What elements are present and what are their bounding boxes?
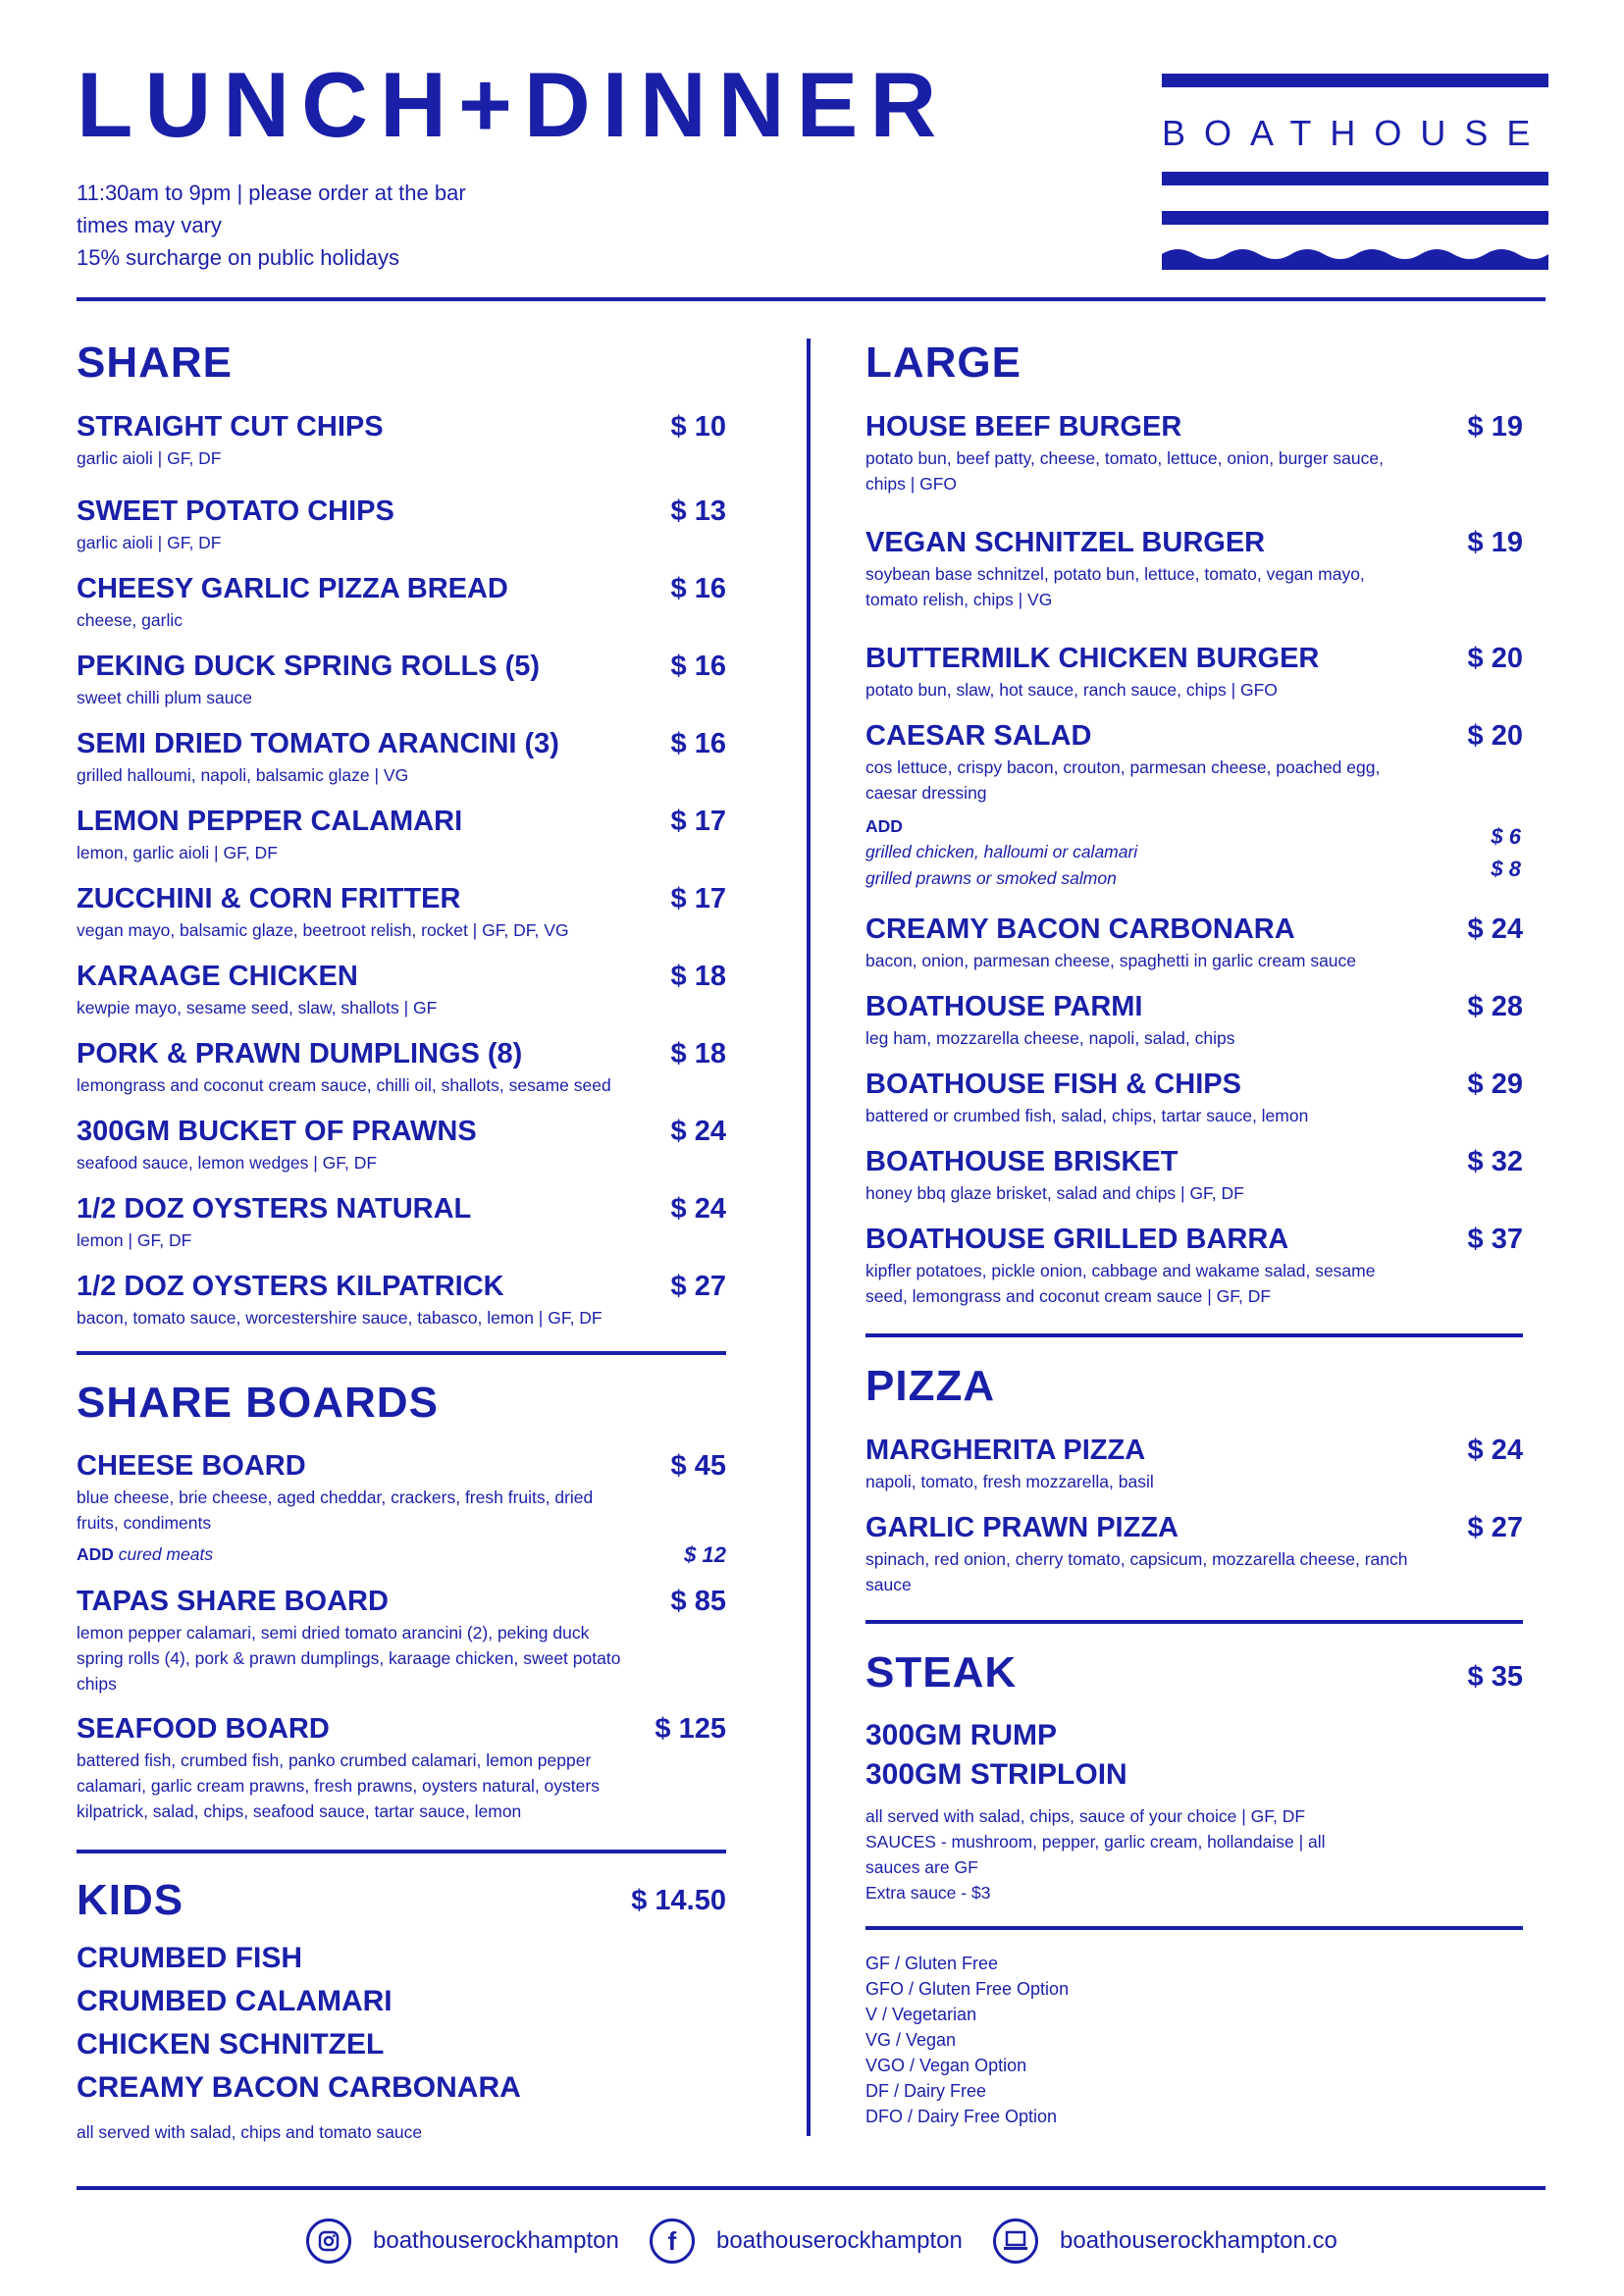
item-price: $ 20 xyxy=(1467,643,1523,674)
item-price: $ 85 xyxy=(670,1586,726,1617)
item-name: STRAIGHT CUT CHIPS xyxy=(77,411,384,443)
kids-item: CREAMY BACON CARBONARA xyxy=(77,2071,521,2104)
cheese-add-row xyxy=(77,1544,213,1565)
section-title-pizza: PIZZA xyxy=(865,1362,996,1410)
boards-divider xyxy=(77,1850,726,1853)
item-price: $ 28 xyxy=(1467,991,1523,1022)
item-name: 300GM BUCKET OF PRAWNS xyxy=(77,1116,477,1147)
menu-item xyxy=(865,1145,1395,1206)
share-divider xyxy=(77,1351,726,1355)
header-divider xyxy=(77,297,1545,301)
item-description: vegan mayo, balsamic glaze, beetroot relish, rocket | GF, DF, VG xyxy=(77,920,569,940)
menu-item xyxy=(77,960,665,1020)
times-line: times may vary xyxy=(77,213,222,237)
item-description: cheese, garlic xyxy=(77,610,183,630)
item-name: CHEESY GARLIC PIZZA BREAD xyxy=(77,573,508,604)
item-name: TAPAS SHARE BOARD xyxy=(77,1586,389,1617)
hours-line: 11:30am to 9pm | please order at the bar xyxy=(77,181,466,205)
item-description: potato bun, slaw, hot sauce, ranch sauce, chips | GFO xyxy=(865,680,1278,700)
instagram-handle[interactable]: boathouserockhampton xyxy=(373,2227,619,2254)
legend-item: VG / Vegan xyxy=(865,2030,957,2050)
item-name: BOATHOUSE GRILLED BARRA xyxy=(865,1224,1289,1255)
caesar-add-option-2 xyxy=(865,868,1117,889)
item-price: $ 16 xyxy=(670,728,726,759)
menu-item xyxy=(865,990,1395,1051)
menu-item xyxy=(77,882,665,943)
add-label: ADD xyxy=(865,816,903,836)
kids-item: CRUMBED FISH xyxy=(77,1942,302,1974)
menu-item xyxy=(865,1223,1395,1309)
item-description: bacon, onion, parmesan cheese, spaghetti in garlic cream sauce xyxy=(865,951,1357,970)
add-price: $ 12 xyxy=(684,1542,726,1567)
add-label: ADD xyxy=(77,1544,114,1564)
item-name: KARAAGE CHICKEN xyxy=(77,961,358,992)
item-price: $ 19 xyxy=(1467,527,1523,558)
item-price: $ 17 xyxy=(670,883,726,914)
item-name: SEAFOOD BOARD xyxy=(77,1713,330,1745)
item-price: $ 37 xyxy=(1467,1224,1523,1255)
legend-item: DFO / Dairy Free Option xyxy=(865,2107,1058,2126)
laptop-icon xyxy=(993,2218,1038,2264)
item-price: $ 27 xyxy=(1467,1512,1523,1543)
add-text: grilled chicken, halloumi or calamari xyxy=(865,842,1138,861)
section-title-steak: STEAK xyxy=(865,1648,1018,1696)
item-description: kipfler potatoes, pickle onion, cabbage and wakame salad, sesame seed, lemongrass and coconut cream sauce | GF, DF xyxy=(865,1261,1376,1306)
footer-website[interactable] xyxy=(993,2219,1337,2263)
item-description: soybean base schnitzel, potato bun, lettuce, tomato, vegan mayo, tomato relish, chips | VG xyxy=(865,564,1365,609)
item-description: lemongrass and coconut cream sauce, chilli oil, shallots, sesame seed xyxy=(77,1075,611,1095)
item-description: battered fish, crumbed fish, panko crumbed calamari, lemon pepper calamari, garlic cream prawns, fresh prawns, oysters natural, oysters kilpatrick, salad, chips, seafood sauce, tartar sauce, lemon xyxy=(77,1750,600,1821)
steak-divider xyxy=(865,1926,1523,1930)
legend-item: DF / Dairy Free xyxy=(865,2081,987,2101)
menu-item xyxy=(865,1068,1395,1128)
footer-facebook[interactable] xyxy=(650,2219,963,2263)
item-name: HOUSE BEEF BURGER xyxy=(865,411,1182,443)
item-description: bacon, tomato sauce, worcestershire sauce, tabasco, lemon | GF, DF xyxy=(77,1308,602,1328)
item-name: BUTTERMILK CHICKEN BURGER xyxy=(865,643,1320,674)
item-description: napoli, tomato, fresh mozzarella, basil xyxy=(865,1472,1154,1491)
item-name: MARGHERITA PIZZA xyxy=(865,1435,1146,1466)
menu-item xyxy=(77,727,665,788)
kids-note: all served with salad, chips and tomato sauce xyxy=(77,2122,423,2142)
menu-item xyxy=(77,805,665,865)
item-description: garlic aioli | GF, DF xyxy=(77,448,222,468)
item-description: potato bun, beef patty, cheese, tomato, lettuce, onion, burger sauce, chips | GFO xyxy=(865,448,1384,494)
large-divider xyxy=(865,1333,1523,1337)
item-name: GARLIC PRAWN PIZZA xyxy=(865,1512,1179,1543)
item-description: garlic aioli | GF, DF xyxy=(77,533,222,552)
item-name: CREAMY BACON CARBONARA xyxy=(865,913,1295,945)
add-price: $ 8 xyxy=(1491,857,1521,881)
steak-item: 300GM RUMP xyxy=(865,1719,1058,1751)
legend-item: VGO / Vegan Option xyxy=(865,2056,1027,2075)
footer-instagram[interactable] xyxy=(306,2219,619,2263)
dietary-legend xyxy=(865,1951,1069,2129)
item-name: VEGAN SCHNITZEL BURGER xyxy=(865,527,1266,558)
menu-item xyxy=(865,719,1395,806)
pizza-divider xyxy=(865,1620,1523,1624)
logo-text: BOATHOUSE xyxy=(1162,113,1549,153)
item-name: BOATHOUSE FISH & CHIPS xyxy=(865,1069,1241,1100)
item-price: $ 20 xyxy=(1467,720,1523,752)
facebook-icon: f xyxy=(650,2218,695,2264)
item-name: SEMI DRIED TOMATO ARANCINI (3) xyxy=(77,728,559,759)
menu-item xyxy=(77,1115,665,1175)
facebook-handle[interactable]: boathouserockhampton xyxy=(716,2227,963,2254)
item-description: seafood sauce, lemon wedges | GF, DF xyxy=(77,1153,378,1173)
item-name: BOATHOUSE PARMI xyxy=(865,991,1143,1022)
item-price: $ 13 xyxy=(670,496,726,527)
section-title-share-boards: SHARE BOARDS xyxy=(77,1379,439,1427)
item-price: $ 16 xyxy=(670,573,726,604)
menu-item-garlic-prawn xyxy=(865,1511,1415,1597)
menu-item xyxy=(77,1192,665,1253)
item-name: SWEET POTATO CHIPS xyxy=(77,496,394,527)
item-description: grilled halloumi, napoli, balsamic glaze | VG xyxy=(77,765,409,785)
item-name: 1/2 DOZ OYSTERS NATURAL xyxy=(77,1193,472,1225)
menu-item-cheese-board xyxy=(77,1449,636,1536)
item-price: $ 45 xyxy=(670,1450,726,1482)
menu-item xyxy=(865,642,1395,703)
header-info xyxy=(77,177,466,274)
steak-note: Extra sauce - $3 xyxy=(865,1883,991,1903)
menu-item xyxy=(77,495,665,555)
section-title-large: LARGE xyxy=(865,339,1022,387)
menu-item xyxy=(77,410,665,471)
add-price: $ 6 xyxy=(1491,824,1521,849)
legend-item: GFO / Gluten Free Option xyxy=(865,1979,1070,1999)
item-name: BOATHOUSE BRISKET xyxy=(865,1146,1179,1177)
item-name: CAESAR SALAD xyxy=(865,720,1092,752)
caesar-add-label xyxy=(865,816,903,837)
item-description: blue cheese, brie cheese, aged cheddar, crackers, fresh fruits, dried fruits, condiments xyxy=(77,1487,594,1533)
footer-divider xyxy=(77,2186,1545,2190)
item-price: $ 24 xyxy=(670,1116,726,1147)
wave-icon xyxy=(1162,240,1548,274)
item-name: CHEESE BOARD xyxy=(77,1450,306,1482)
surcharge-line: 15% surcharge on public holidays xyxy=(77,245,399,270)
item-price: $ 16 xyxy=(670,651,726,682)
item-description: leg ham, mozzarella cheese, napoli, salad, chips xyxy=(865,1028,1235,1048)
steak-item: 300GM STRIPLOIN xyxy=(865,1758,1127,1791)
menu-item xyxy=(77,650,665,710)
item-description: battered or crumbed fish, salad, chips, tartar sauce, lemon xyxy=(865,1106,1309,1125)
item-name: ZUCCHINI & CORN FRITTER xyxy=(77,883,461,914)
item-price: $ 27 xyxy=(670,1271,726,1302)
boathouse-logo xyxy=(1162,74,1548,275)
item-price: $ 18 xyxy=(670,961,726,992)
instagram-icon xyxy=(306,2218,351,2264)
item-description: honey bbq glaze brisket, salad and chips | GF, DF xyxy=(865,1183,1244,1203)
menu-item xyxy=(865,410,1395,496)
section-title-share: SHARE xyxy=(77,339,234,387)
item-price: $ 125 xyxy=(655,1713,726,1745)
steak-price: $ 35 xyxy=(1467,1661,1523,1693)
kids-price: $ 14.50 xyxy=(631,1885,726,1916)
legend-item: V / Vegetarian xyxy=(865,2005,977,2024)
menu-item xyxy=(865,526,1395,612)
item-name: 1/2 DOZ OYSTERS KILPATRICK xyxy=(77,1271,504,1302)
add-text: grilled prawns or smoked salmon xyxy=(865,868,1117,888)
item-price: $ 19 xyxy=(1467,411,1523,443)
steak-note: all served with salad, chips, sauce of your choice | GF, DF xyxy=(865,1806,1306,1826)
item-price: $ 18 xyxy=(670,1038,726,1070)
item-description: lemon, garlic aioli | GF, DF xyxy=(77,843,278,862)
steak-note: SAUCES - mushroom, pepper, garlic cream, hollandaise | all sauces are GF xyxy=(865,1832,1326,1877)
item-price: $ 24 xyxy=(1467,1435,1523,1466)
website-link[interactable]: boathouserockhampton.co xyxy=(1060,2227,1337,2254)
item-description: cos lettuce, crispy bacon, crouton, parmesan cheese, poached egg, caesar dressing xyxy=(865,757,1381,803)
steak-notes xyxy=(865,1803,1356,1905)
item-name: PORK & PRAWN DUMPLINGS (8) xyxy=(77,1038,523,1070)
caesar-add-option-1 xyxy=(865,842,1137,862)
item-price: $ 10 xyxy=(670,411,726,443)
page-title: LUNCH+DINNER xyxy=(77,53,949,156)
item-price: $ 24 xyxy=(670,1193,726,1225)
section-title-kids: KIDS xyxy=(77,1876,184,1924)
kids-item: CHICKEN SCHNITZEL xyxy=(77,2028,385,2061)
menu-item-margherita xyxy=(865,1434,1415,1494)
item-price: $ 32 xyxy=(1467,1146,1523,1177)
item-description: kewpie mayo, sesame seed, slaw, shallots | GF xyxy=(77,998,438,1018)
kids-item: CRUMBED CALAMARI xyxy=(77,1985,393,2017)
menu-item xyxy=(865,913,1395,973)
menu-item xyxy=(77,572,665,633)
menu-item-tapas-board xyxy=(77,1585,636,1696)
menu-item xyxy=(77,1037,665,1098)
item-name: LEMON PEPPER CALAMARI xyxy=(77,806,463,837)
item-description: spinach, red onion, cherry tomato, capsicum, mozzarella cheese, ranch sauce xyxy=(865,1549,1408,1594)
menu-item-seafood-board xyxy=(77,1712,636,1824)
item-name: PEKING DUCK SPRING ROLLS (5) xyxy=(77,651,541,682)
item-description: lemon | GF, DF xyxy=(77,1230,192,1250)
item-price: $ 29 xyxy=(1467,1069,1523,1100)
column-divider xyxy=(807,339,811,2136)
menu-item xyxy=(77,1270,665,1331)
add-text: cured meats xyxy=(118,1544,214,1564)
item-description: lemon pepper calamari, semi dried tomato arancini (2), peking duck spring rolls (4), pork & prawn dumplings, karaage chicken, sweet potato chips xyxy=(77,1623,621,1694)
legend-item: GF / Gluten Free xyxy=(865,1954,999,1973)
item-price: $ 24 xyxy=(1467,913,1523,945)
item-description: sweet chilli plum sauce xyxy=(77,688,252,707)
item-price: $ 17 xyxy=(670,806,726,837)
